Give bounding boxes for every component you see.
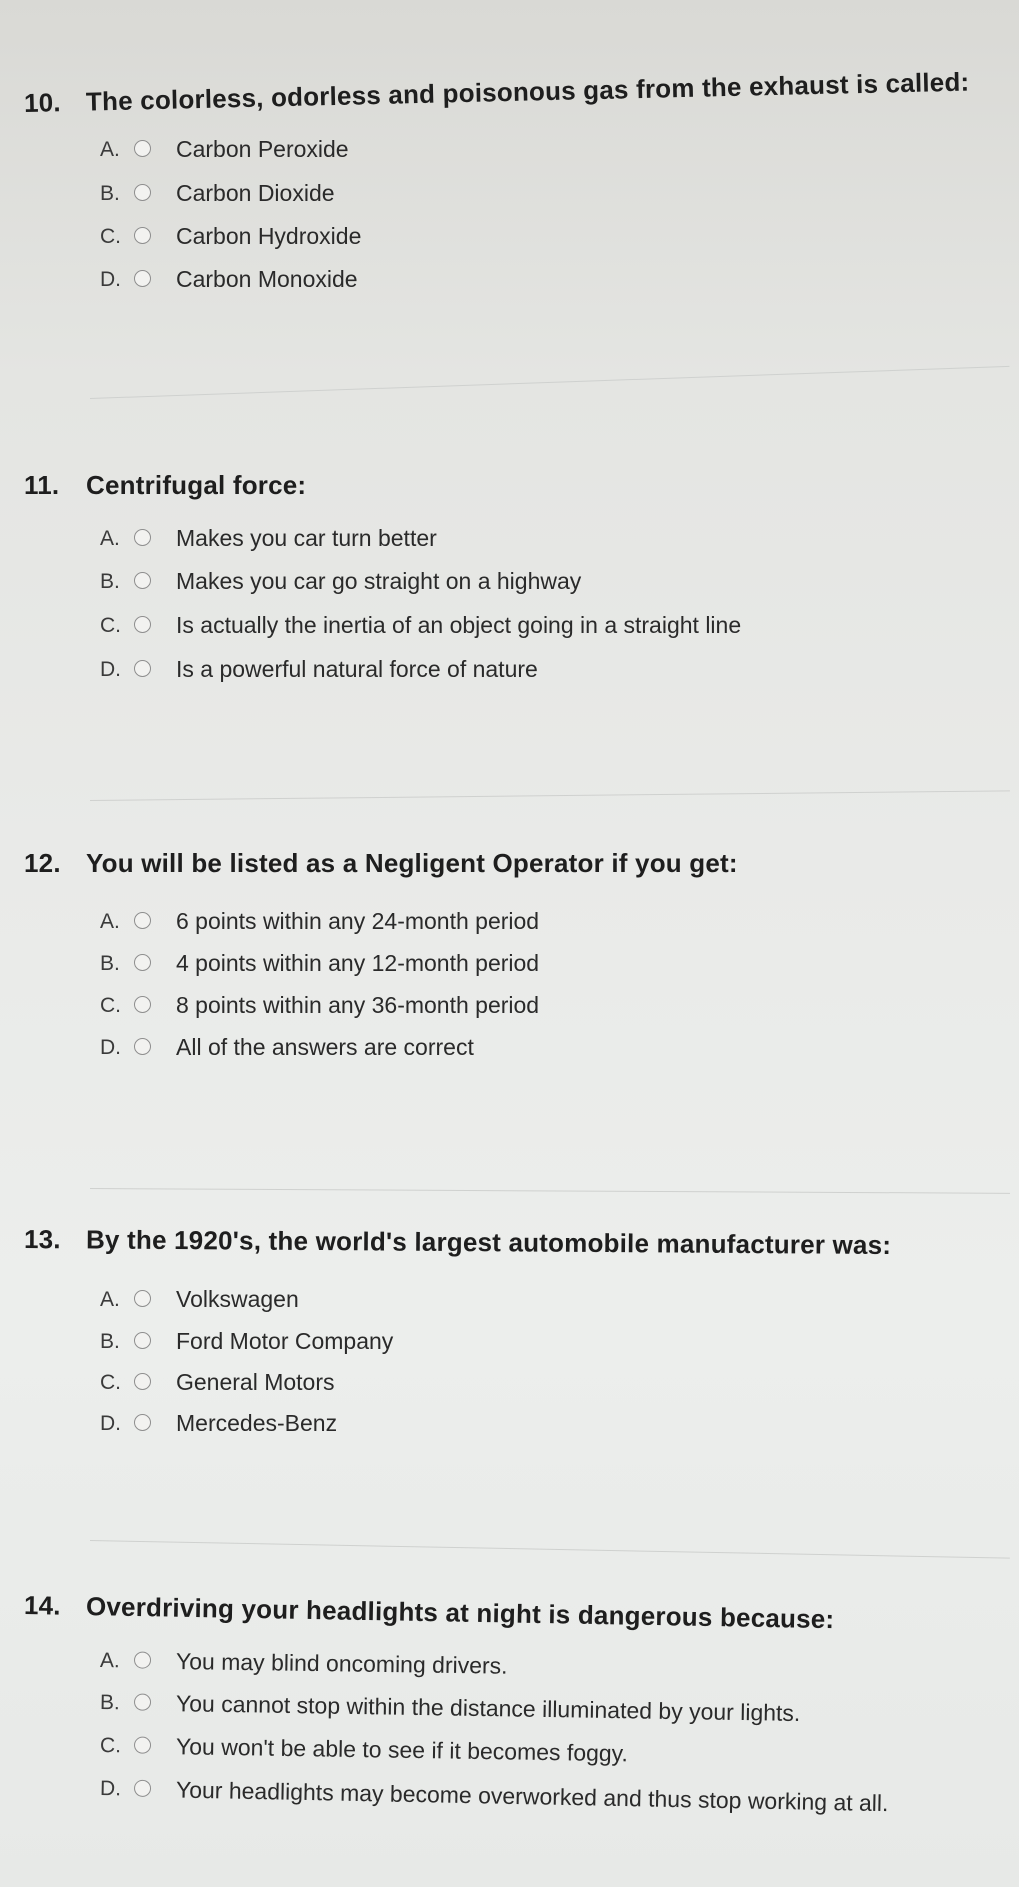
- answer-option-b[interactable]: [99, 1687, 801, 1726]
- question-text: Overdriving your headlights at night is dangerous because:: [85, 1591, 835, 1635]
- option-letter: B.: [100, 182, 120, 205]
- radio-button-icon[interactable]: [134, 227, 151, 244]
- question-number: 10.: [23, 87, 62, 118]
- option-text: Your headlights may become overworked and thus stop working at all.: [175, 1776, 889, 1817]
- radio-button-icon[interactable]: [134, 140, 151, 157]
- radio-button-icon[interactable]: [134, 1038, 151, 1055]
- option-letter: D.: [100, 658, 121, 681]
- radio-button-icon[interactable]: [134, 996, 151, 1013]
- question-header: [24, 1224, 891, 1261]
- option-letter: D.: [100, 1412, 121, 1435]
- option-text: Carbon Dioxide: [176, 180, 335, 206]
- option-text: 8 points within any 36-month period: [176, 992, 540, 1018]
- option-letter: B.: [99, 1691, 121, 1715]
- radio-button-icon[interactable]: [134, 1332, 151, 1349]
- option-letter: A.: [100, 527, 120, 550]
- option-letter: B.: [100, 952, 120, 975]
- option-text: Carbon Monoxide: [176, 266, 358, 292]
- option-letter: D.: [100, 1036, 121, 1059]
- option-text: You cannot stop within the distance illuminated by your lights.: [175, 1690, 801, 1726]
- option-letter: A.: [100, 138, 120, 161]
- question-header: [24, 67, 970, 119]
- radio-button-icon[interactable]: [134, 1780, 151, 1797]
- option-letter: C.: [100, 994, 121, 1017]
- option-text: All of the answers are correct: [176, 1034, 474, 1060]
- question-divider: [90, 1540, 1010, 1559]
- question-text: The colorless, odorless and poisonous gas from the exhaust is called:: [85, 66, 970, 117]
- question-number: 11.: [24, 470, 60, 500]
- answer-option-d[interactable]: [99, 1773, 889, 1817]
- option-text: Makes you car go straight on a highway: [176, 568, 582, 594]
- option-letter: B.: [100, 570, 120, 593]
- radio-button-icon[interactable]: [134, 572, 151, 589]
- option-text: Makes you car turn better: [176, 525, 437, 551]
- question-divider: [90, 1188, 1010, 1194]
- option-text: Is actually the inertia of an object going in a straight line: [176, 612, 742, 638]
- option-text: Carbon Hydroxide: [176, 223, 362, 249]
- answer-option-c[interactable]: [99, 1730, 629, 1767]
- question-header: [24, 848, 738, 879]
- question-header: [24, 1590, 835, 1635]
- option-text: You may blind oncoming drivers.: [175, 1648, 508, 1679]
- radio-button-icon[interactable]: [134, 616, 151, 633]
- question-number: 13.: [23, 1224, 61, 1255]
- option-letter: C.: [100, 1371, 121, 1394]
- option-text: Volkswagen: [176, 1286, 299, 1312]
- radio-button-icon[interactable]: [134, 270, 151, 287]
- option-letter: A.: [99, 1649, 121, 1673]
- question-number: 12.: [24, 848, 61, 878]
- option-letter: C.: [100, 225, 121, 248]
- radio-button-icon[interactable]: [134, 1651, 151, 1668]
- radio-button-icon[interactable]: [134, 1737, 151, 1754]
- radio-button-icon[interactable]: [134, 1373, 151, 1390]
- question-text: You will be listed as a Negligent Operator if you get:: [86, 848, 738, 878]
- option-text: You won't be able to see if it becomes foggy.: [175, 1733, 629, 1767]
- option-letter: C.: [100, 614, 121, 637]
- option-text: Mercedes-Benz: [176, 1410, 338, 1436]
- radio-button-icon[interactable]: [134, 660, 151, 677]
- option-text: Is a powerful natural force of nature: [176, 656, 538, 682]
- question-divider: [90, 790, 1010, 801]
- option-text: 6 points within any 24-month period: [176, 908, 540, 934]
- question-number: 14.: [23, 1590, 62, 1621]
- radio-button-icon[interactable]: [134, 954, 151, 971]
- radio-button-icon[interactable]: [134, 912, 151, 929]
- question-header: [24, 470, 306, 501]
- radio-button-icon[interactable]: [134, 1290, 151, 1307]
- radio-button-icon[interactable]: [134, 184, 151, 201]
- option-text: Carbon Peroxide: [176, 136, 349, 162]
- option-letter: D.: [99, 1777, 122, 1801]
- radio-button-icon[interactable]: [134, 1694, 151, 1711]
- option-text: Ford Motor Company: [176, 1328, 394, 1354]
- question-text: Centrifugal force:: [86, 470, 307, 500]
- option-letter: B.: [100, 1330, 120, 1353]
- option-letter: A.: [100, 910, 120, 933]
- option-letter: C.: [99, 1734, 122, 1758]
- option-text: 4 points within any 12-month period: [176, 950, 540, 976]
- option-letter: D.: [100, 268, 121, 291]
- radio-button-icon[interactable]: [134, 1414, 151, 1431]
- radio-button-icon[interactable]: [134, 529, 151, 546]
- option-letter: A.: [100, 1288, 120, 1311]
- question-divider: [90, 366, 1009, 399]
- question-text: By the 1920's, the world's largest automobile manufacturer was:: [85, 1224, 892, 1261]
- option-text: General Motors: [176, 1369, 335, 1395]
